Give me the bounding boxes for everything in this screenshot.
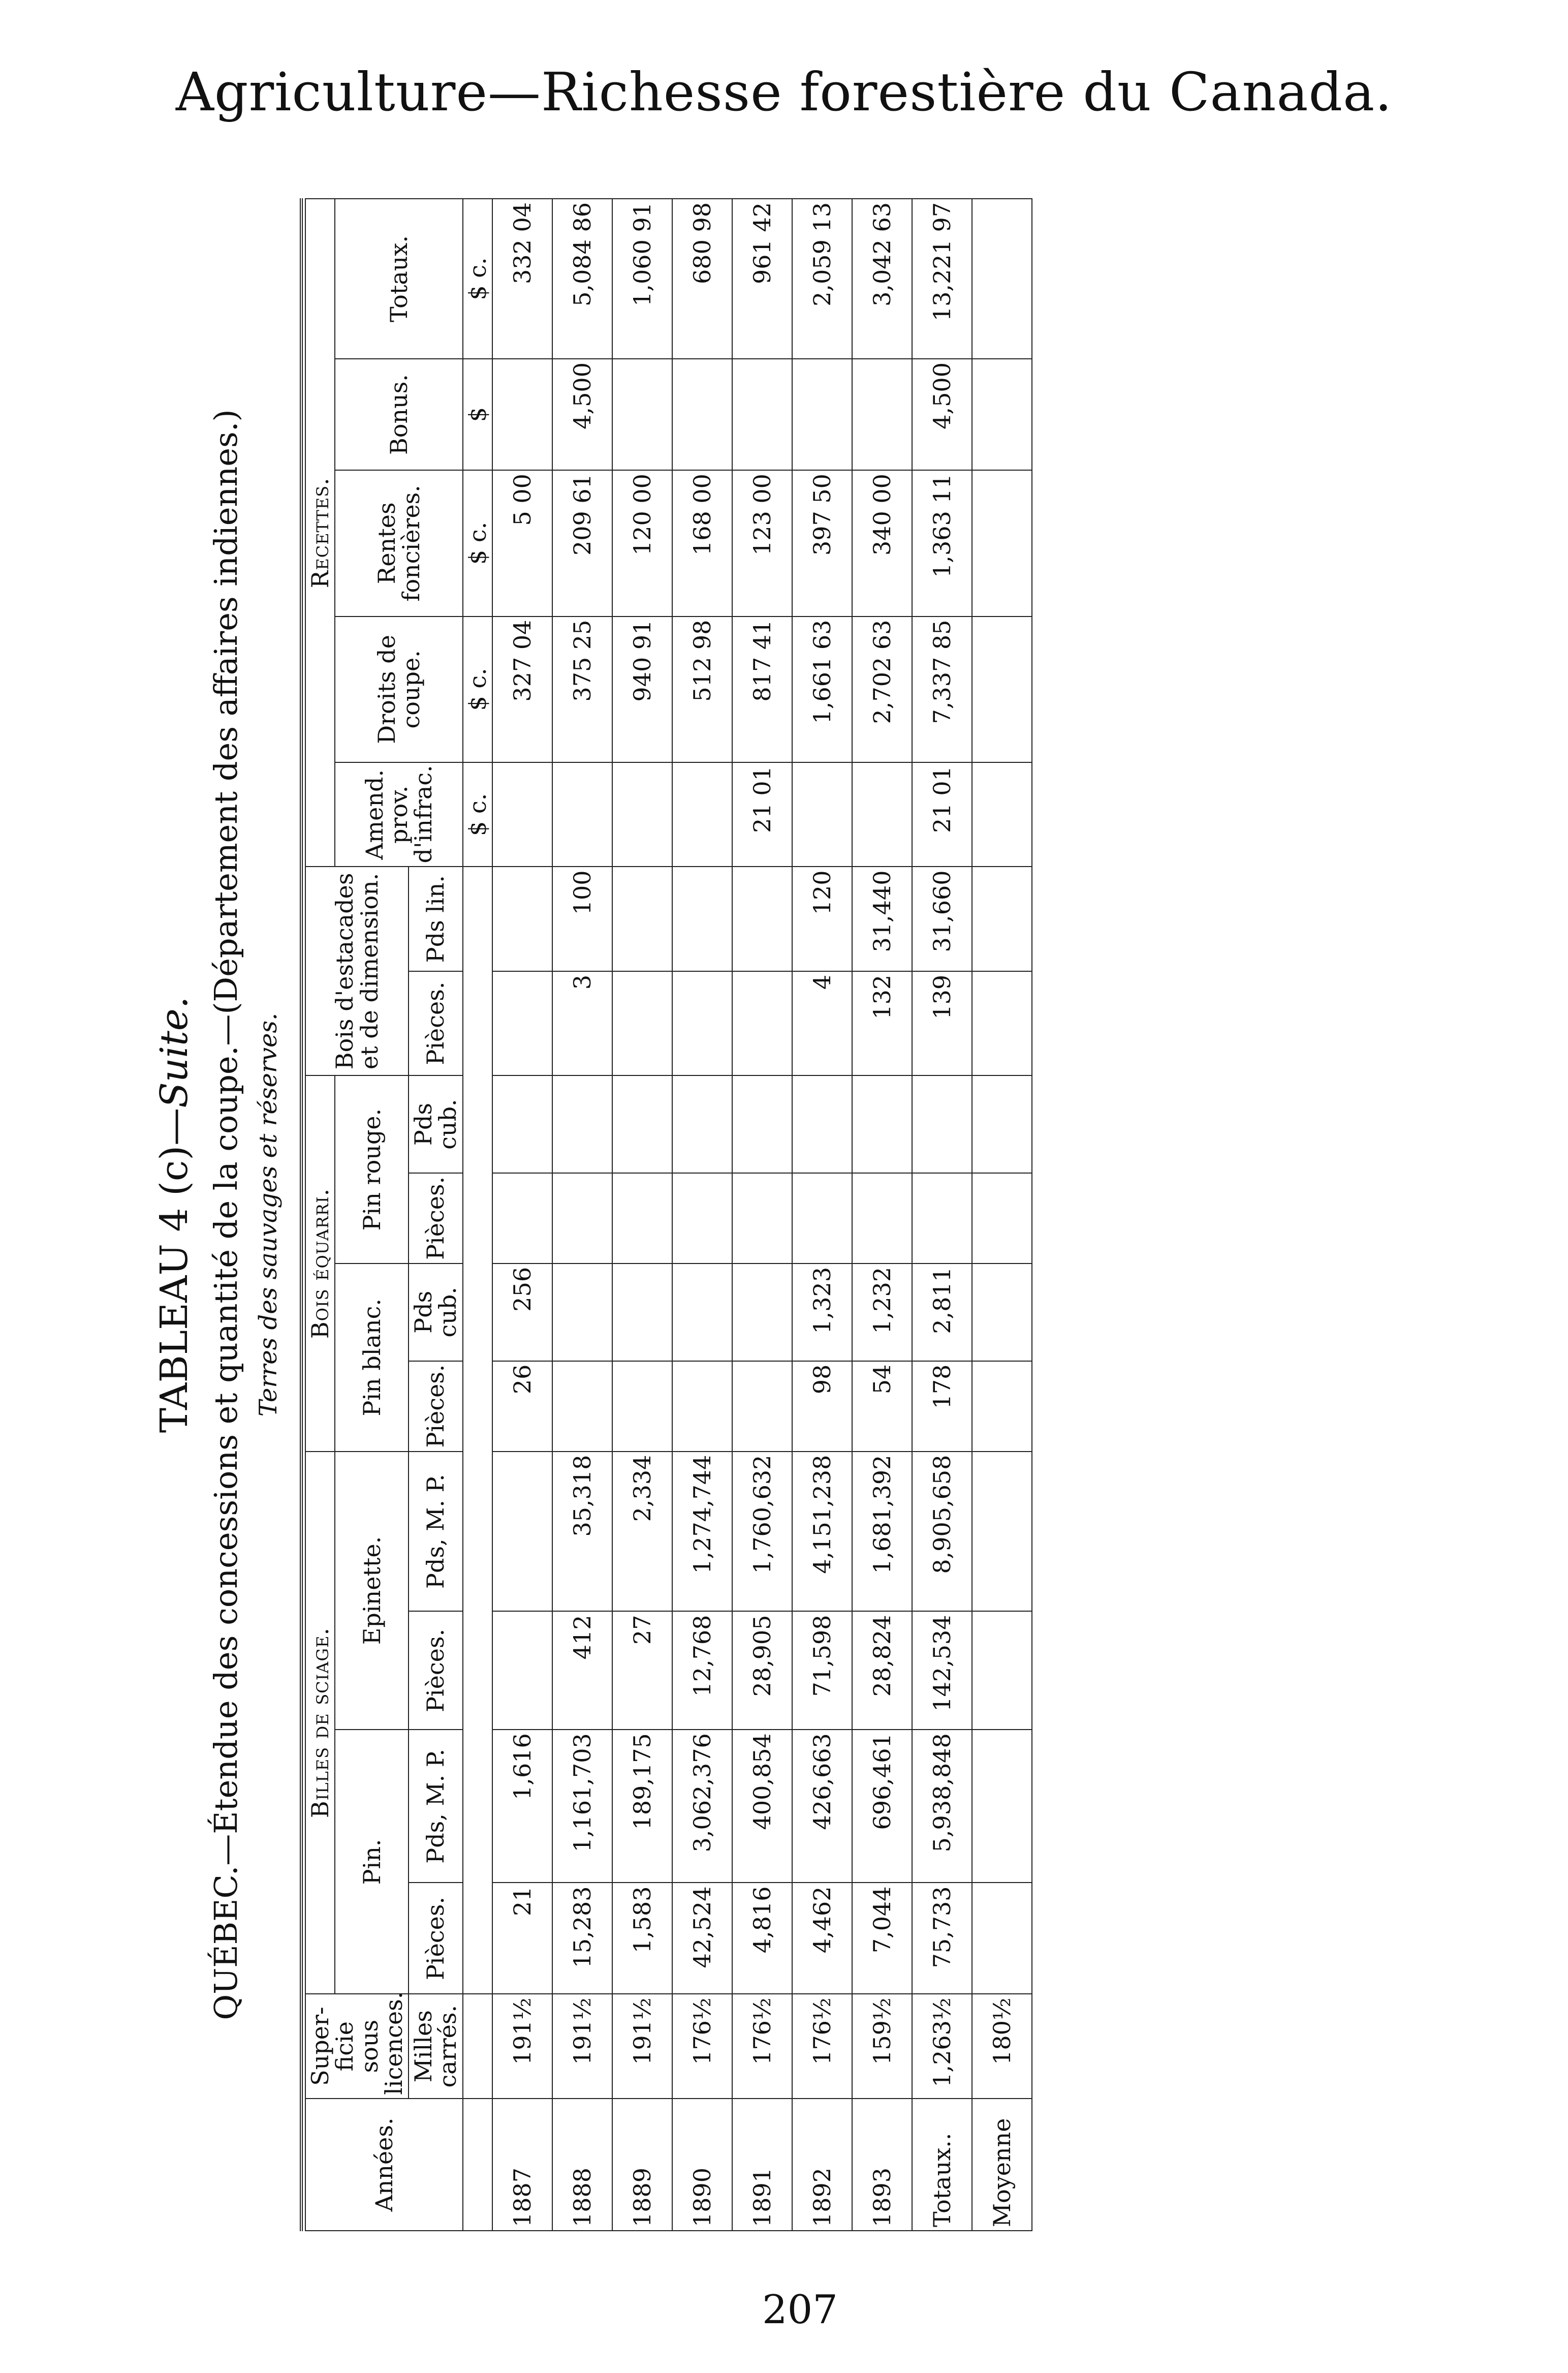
subheader-pieces: Pièces. xyxy=(409,1173,463,1263)
cell-be-p xyxy=(492,971,552,1075)
cell-pr-p xyxy=(672,1173,732,1263)
cell-be-l xyxy=(732,867,792,971)
cell-rentes: 340 00 xyxy=(852,470,912,617)
cell-pr-c xyxy=(672,1075,732,1173)
cell-annee: 1887 xyxy=(492,2099,552,2231)
header-pin-rouge: Pin rouge. xyxy=(335,1075,409,1263)
cell-pb-c: 2,811 xyxy=(912,1263,972,1361)
cell-annee: 1893 xyxy=(852,2099,912,2231)
cell-pr-p xyxy=(792,1173,852,1263)
cell-pr-c xyxy=(912,1075,972,1173)
cell-be-p: 3 xyxy=(552,971,612,1075)
timber-table xyxy=(305,198,1032,2231)
table-title xyxy=(152,198,196,2231)
cell-annee: 1889 xyxy=(612,2099,672,2231)
cell-rentes: 397 50 xyxy=(792,470,852,617)
cell-be-p xyxy=(672,971,732,1075)
cell-droits: 2,702 63 xyxy=(852,617,912,763)
cell-pin-p: 4,816 xyxy=(732,1883,792,1994)
table-note: Terres des sauvages et réserves. xyxy=(254,1012,283,1417)
table-row xyxy=(492,199,552,2231)
cell-pin-m: 5,938,848 xyxy=(912,1730,972,1883)
cell-be-p xyxy=(972,971,1032,1075)
subheader-pds-lin: Pds lin. xyxy=(409,867,463,971)
cell-rentes: 123 00 xyxy=(732,470,792,617)
header-rentes: Rentes foncières. xyxy=(335,470,462,617)
cell-rentes: 209 61 xyxy=(552,470,612,617)
cell-pin-p: 42,524 xyxy=(672,1883,732,1994)
cell-bonus xyxy=(792,359,852,470)
header-bois-estacades: Bois d'estacades et de dimension. xyxy=(305,867,409,1075)
cell-pb-p xyxy=(552,1361,612,1452)
header-pin-blanc: Pin blanc. xyxy=(335,1263,409,1452)
subheader-pds-mp: Pds, M. P. xyxy=(409,1730,463,1883)
cell-pb-c xyxy=(612,1263,672,1361)
cell-total: 5,084 86 xyxy=(552,199,612,359)
cell-be-l xyxy=(972,867,1032,971)
subheader-pieces: Pièces. xyxy=(409,1883,463,1994)
cell-pr-p xyxy=(552,1173,612,1263)
header-billes: Billes de sciage. xyxy=(305,1452,335,1994)
cell-droits xyxy=(972,617,1032,763)
cell-droits: 512 98 xyxy=(672,617,732,763)
cell-pb-p: 54 xyxy=(852,1361,912,1452)
cell-sup: 176½ xyxy=(672,1994,732,2098)
cell-pb-c xyxy=(972,1263,1032,1361)
cell-sup: 159½ xyxy=(852,1994,912,2098)
cell-pb-p: 98 xyxy=(792,1361,852,1452)
cell-ep-p: 71,598 xyxy=(792,1611,852,1730)
cell-pin-m: 189,175 xyxy=(612,1730,672,1883)
cell-total: 961 42 xyxy=(732,199,792,359)
cell-pr-c xyxy=(552,1075,612,1173)
cell-be-l xyxy=(612,867,672,971)
cell-ep-p: 27 xyxy=(612,1611,672,1730)
cell-sup: 191½ xyxy=(552,1994,612,2098)
cell-be-l: 31,440 xyxy=(852,867,912,971)
cell-bonus: 4,500 xyxy=(552,359,612,470)
cell-bonus xyxy=(732,359,792,470)
cell-amend: 21 01 xyxy=(912,762,972,867)
table-row xyxy=(552,199,612,2231)
cell-annee: 1890 xyxy=(672,2099,732,2231)
cell-pr-c xyxy=(492,1075,552,1173)
cell-pb-p: 178 xyxy=(912,1361,972,1452)
unit-empty xyxy=(463,1994,492,2098)
cell-pin-m: 3,062,376 xyxy=(672,1730,732,1883)
cell-pin-p xyxy=(972,1883,1032,1994)
cell-ep-p: 28,824 xyxy=(852,1611,912,1730)
subheader-pds-cub: Pds cub. xyxy=(409,1075,463,1173)
cell-pr-p xyxy=(732,1173,792,1263)
cell-amend xyxy=(852,762,912,867)
cell-ep-m: 4,151,238 xyxy=(792,1452,852,1612)
cell-total: 3,042 63 xyxy=(852,199,912,359)
cell-droits: 940 91 xyxy=(612,617,672,763)
cell-be-p xyxy=(732,971,792,1075)
cell-amend xyxy=(612,762,672,867)
cell-amend xyxy=(552,762,612,867)
cell-pin-m: 1,161,703 xyxy=(552,1730,612,1883)
cell-ep-p: 412 xyxy=(552,1611,612,1730)
cell-bonus xyxy=(972,359,1032,470)
cell-pb-p xyxy=(612,1361,672,1452)
cell-sup: 191½ xyxy=(612,1994,672,2098)
subheader-pieces: Pièces. xyxy=(409,1611,463,1730)
cell-pb-c: 256 xyxy=(492,1263,552,1361)
cell-be-l: 100 xyxy=(552,867,612,971)
cell-ep-m xyxy=(492,1452,552,1612)
cell-pr-c xyxy=(792,1075,852,1173)
cell-ep-m: 8,905,658 xyxy=(912,1452,972,1612)
unit-dollar-c: $ c. xyxy=(463,762,492,867)
cell-pr-c xyxy=(612,1075,672,1173)
cell-pin-m: 426,663 xyxy=(792,1730,852,1883)
header-recettes: Recettes. xyxy=(305,199,335,867)
cell-pin-p: 1,583 xyxy=(612,1883,672,1994)
cell-rentes: 120 00 xyxy=(612,470,672,617)
table-row xyxy=(732,199,792,2231)
cell-pb-c: 1,232 xyxy=(852,1263,912,1361)
page-number: 207 xyxy=(762,2287,838,2333)
cell-pr-p xyxy=(492,1173,552,1263)
cell-droits: 375 25 xyxy=(552,617,612,763)
cell-amend: 21 01 xyxy=(732,762,792,867)
cell-ep-m xyxy=(972,1452,1032,1612)
cell-annee: 1891 xyxy=(732,2099,792,2231)
unit-dollar-c: $ c. xyxy=(463,617,492,763)
cell-sup: 180½ xyxy=(972,1994,1032,2098)
cell-annee: Totaux.. xyxy=(912,2099,972,2231)
cell-pr-p xyxy=(612,1173,672,1263)
cell-pb-p: 26 xyxy=(492,1361,552,1452)
header-totaux: Totaux. xyxy=(335,199,462,359)
cell-pb-p xyxy=(672,1361,732,1452)
cell-pin-p: 4,462 xyxy=(792,1883,852,1994)
cell-ep-p: 12,768 xyxy=(672,1611,732,1730)
cell-rentes: 5 00 xyxy=(492,470,552,617)
cell-pr-p xyxy=(852,1173,912,1263)
cell-annee: 1888 xyxy=(552,2099,612,2231)
cell-pb-c xyxy=(552,1263,612,1361)
cell-annee: 1892 xyxy=(792,2099,852,2231)
cell-amend xyxy=(972,762,1032,867)
table-row xyxy=(972,199,1032,2231)
header-bonus: Bonus. xyxy=(335,359,462,470)
cell-ep-p xyxy=(972,1611,1032,1730)
cell-bonus xyxy=(612,359,672,470)
cell-pr-c xyxy=(732,1075,792,1173)
subheader-pieces: Pièces. xyxy=(409,971,463,1075)
cell-pin-m: 696,461 xyxy=(852,1730,912,1883)
cell-pb-c xyxy=(732,1263,792,1361)
cell-total: 1,060 91 xyxy=(612,199,672,359)
header-pin: Pin. xyxy=(335,1730,409,1994)
cell-pb-c xyxy=(672,1263,732,1361)
table-top-rule xyxy=(300,198,303,2231)
subheader-pds-mp: Pds, M. P. xyxy=(409,1452,463,1612)
cell-droits: 817 41 xyxy=(732,617,792,763)
header-superficie: Super-ficie sous licences. xyxy=(305,1994,409,2098)
cell-be-l: 31,660 xyxy=(912,867,972,971)
cell-rentes xyxy=(972,470,1032,617)
cell-bonus xyxy=(852,359,912,470)
table-title-text: TABLEAU 4 (c)— xyxy=(152,1107,196,1433)
cell-droits: 1,661 63 xyxy=(792,617,852,763)
cell-sup: 1,263½ xyxy=(912,1994,972,2098)
table-row xyxy=(852,199,912,2231)
header-amend: Amend. prov. d'infrac. xyxy=(335,762,462,867)
cell-be-l xyxy=(672,867,732,971)
cell-pr-c xyxy=(972,1075,1032,1173)
cell-bonus xyxy=(672,359,732,470)
cell-rentes: 1,363 11 xyxy=(912,470,972,617)
cell-pr-c xyxy=(852,1075,912,1173)
cell-total: 13,221 97 xyxy=(912,199,972,359)
cell-ep-m: 1,274,744 xyxy=(672,1452,732,1612)
cell-total: 332 04 xyxy=(492,199,552,359)
cell-be-p: 4 xyxy=(792,971,852,1075)
cell-ep-p: 142,534 xyxy=(912,1611,972,1730)
cell-ep-m: 1,681,392 xyxy=(852,1452,912,1612)
unit-empty xyxy=(463,2099,492,2231)
table-subtitle: QUÉBEC.—Étendue des concessions et quantité de la coupe.—(Département des affaires indiennes.) xyxy=(207,409,244,2020)
cell-bonus: 4,500 xyxy=(912,359,972,470)
cell-amend xyxy=(672,762,732,867)
cell-droits: 327 04 xyxy=(492,617,552,763)
cell-total: 2,059 13 xyxy=(792,199,852,359)
header-annees: Années. xyxy=(305,2099,463,2231)
cell-total xyxy=(972,199,1032,359)
cell-ep-p: 28,905 xyxy=(732,1611,792,1730)
header-droits: Droits de coupe. xyxy=(335,617,462,763)
cell-rentes: 168 00 xyxy=(672,470,732,617)
cell-pin-p: 15,283 xyxy=(552,1883,612,1994)
header-epinette: Epinette. xyxy=(335,1452,409,1730)
cell-pb-p xyxy=(732,1361,792,1452)
cell-sup: 191½ xyxy=(492,1994,552,2098)
cell-droits: 7,337 85 xyxy=(912,617,972,763)
unit-dollar-c: $ c. xyxy=(463,199,492,359)
cell-sup: 176½ xyxy=(792,1994,852,2098)
cell-pb-c: 1,323 xyxy=(792,1263,852,1361)
subheader-milles: Milles carrés. xyxy=(409,1994,463,2098)
cell-pr-p xyxy=(912,1173,972,1263)
unit-dollar: $ xyxy=(463,359,492,470)
cell-pin-p: 7,044 xyxy=(852,1883,912,1994)
table-row xyxy=(672,199,732,2231)
cell-annee: Moyenne xyxy=(972,2099,1032,2231)
cell-bonus xyxy=(492,359,552,470)
subheader-pieces: Pièces. xyxy=(409,1361,463,1452)
cell-pin-m: 400,854 xyxy=(732,1730,792,1883)
table-row xyxy=(612,199,672,2231)
table-row xyxy=(792,199,852,2231)
cell-pin-p: 21 xyxy=(492,1883,552,1994)
table-row xyxy=(912,199,972,2231)
cell-sup: 176½ xyxy=(732,1994,792,2098)
cell-ep-m: 2,334 xyxy=(612,1452,672,1612)
table-title-suite: Suite. xyxy=(152,996,196,1108)
cell-be-p: 132 xyxy=(852,971,912,1075)
cell-pb-p xyxy=(972,1361,1032,1452)
cell-amend xyxy=(792,762,852,867)
cell-be-l xyxy=(492,867,552,971)
unit-dollar-c: $ c. xyxy=(463,470,492,617)
cell-pin-p: 75,733 xyxy=(912,1883,972,1994)
header-bois-equarri: Bois équarri. xyxy=(305,1075,335,1451)
cell-pin-m: 1,616 xyxy=(492,1730,552,1883)
cell-total: 680 98 xyxy=(672,199,732,359)
cell-ep-m: 1,760,632 xyxy=(732,1452,792,1612)
cell-pr-p xyxy=(972,1173,1032,1263)
cell-ep-m: 35,318 xyxy=(552,1452,612,1612)
cell-pin-m xyxy=(972,1730,1032,1883)
subheader-pds-cub: Pds cub. xyxy=(409,1263,463,1361)
running-head: Agriculture—Richesse forestière du Canada. xyxy=(175,61,1393,123)
cell-be-p xyxy=(612,971,672,1075)
cell-ep-p xyxy=(492,1611,552,1730)
cell-amend xyxy=(492,762,552,867)
cell-be-p: 139 xyxy=(912,971,972,1075)
cell-be-l: 120 xyxy=(792,867,852,971)
unit-empty xyxy=(463,867,492,1994)
rotated-table-block xyxy=(152,198,1209,2231)
